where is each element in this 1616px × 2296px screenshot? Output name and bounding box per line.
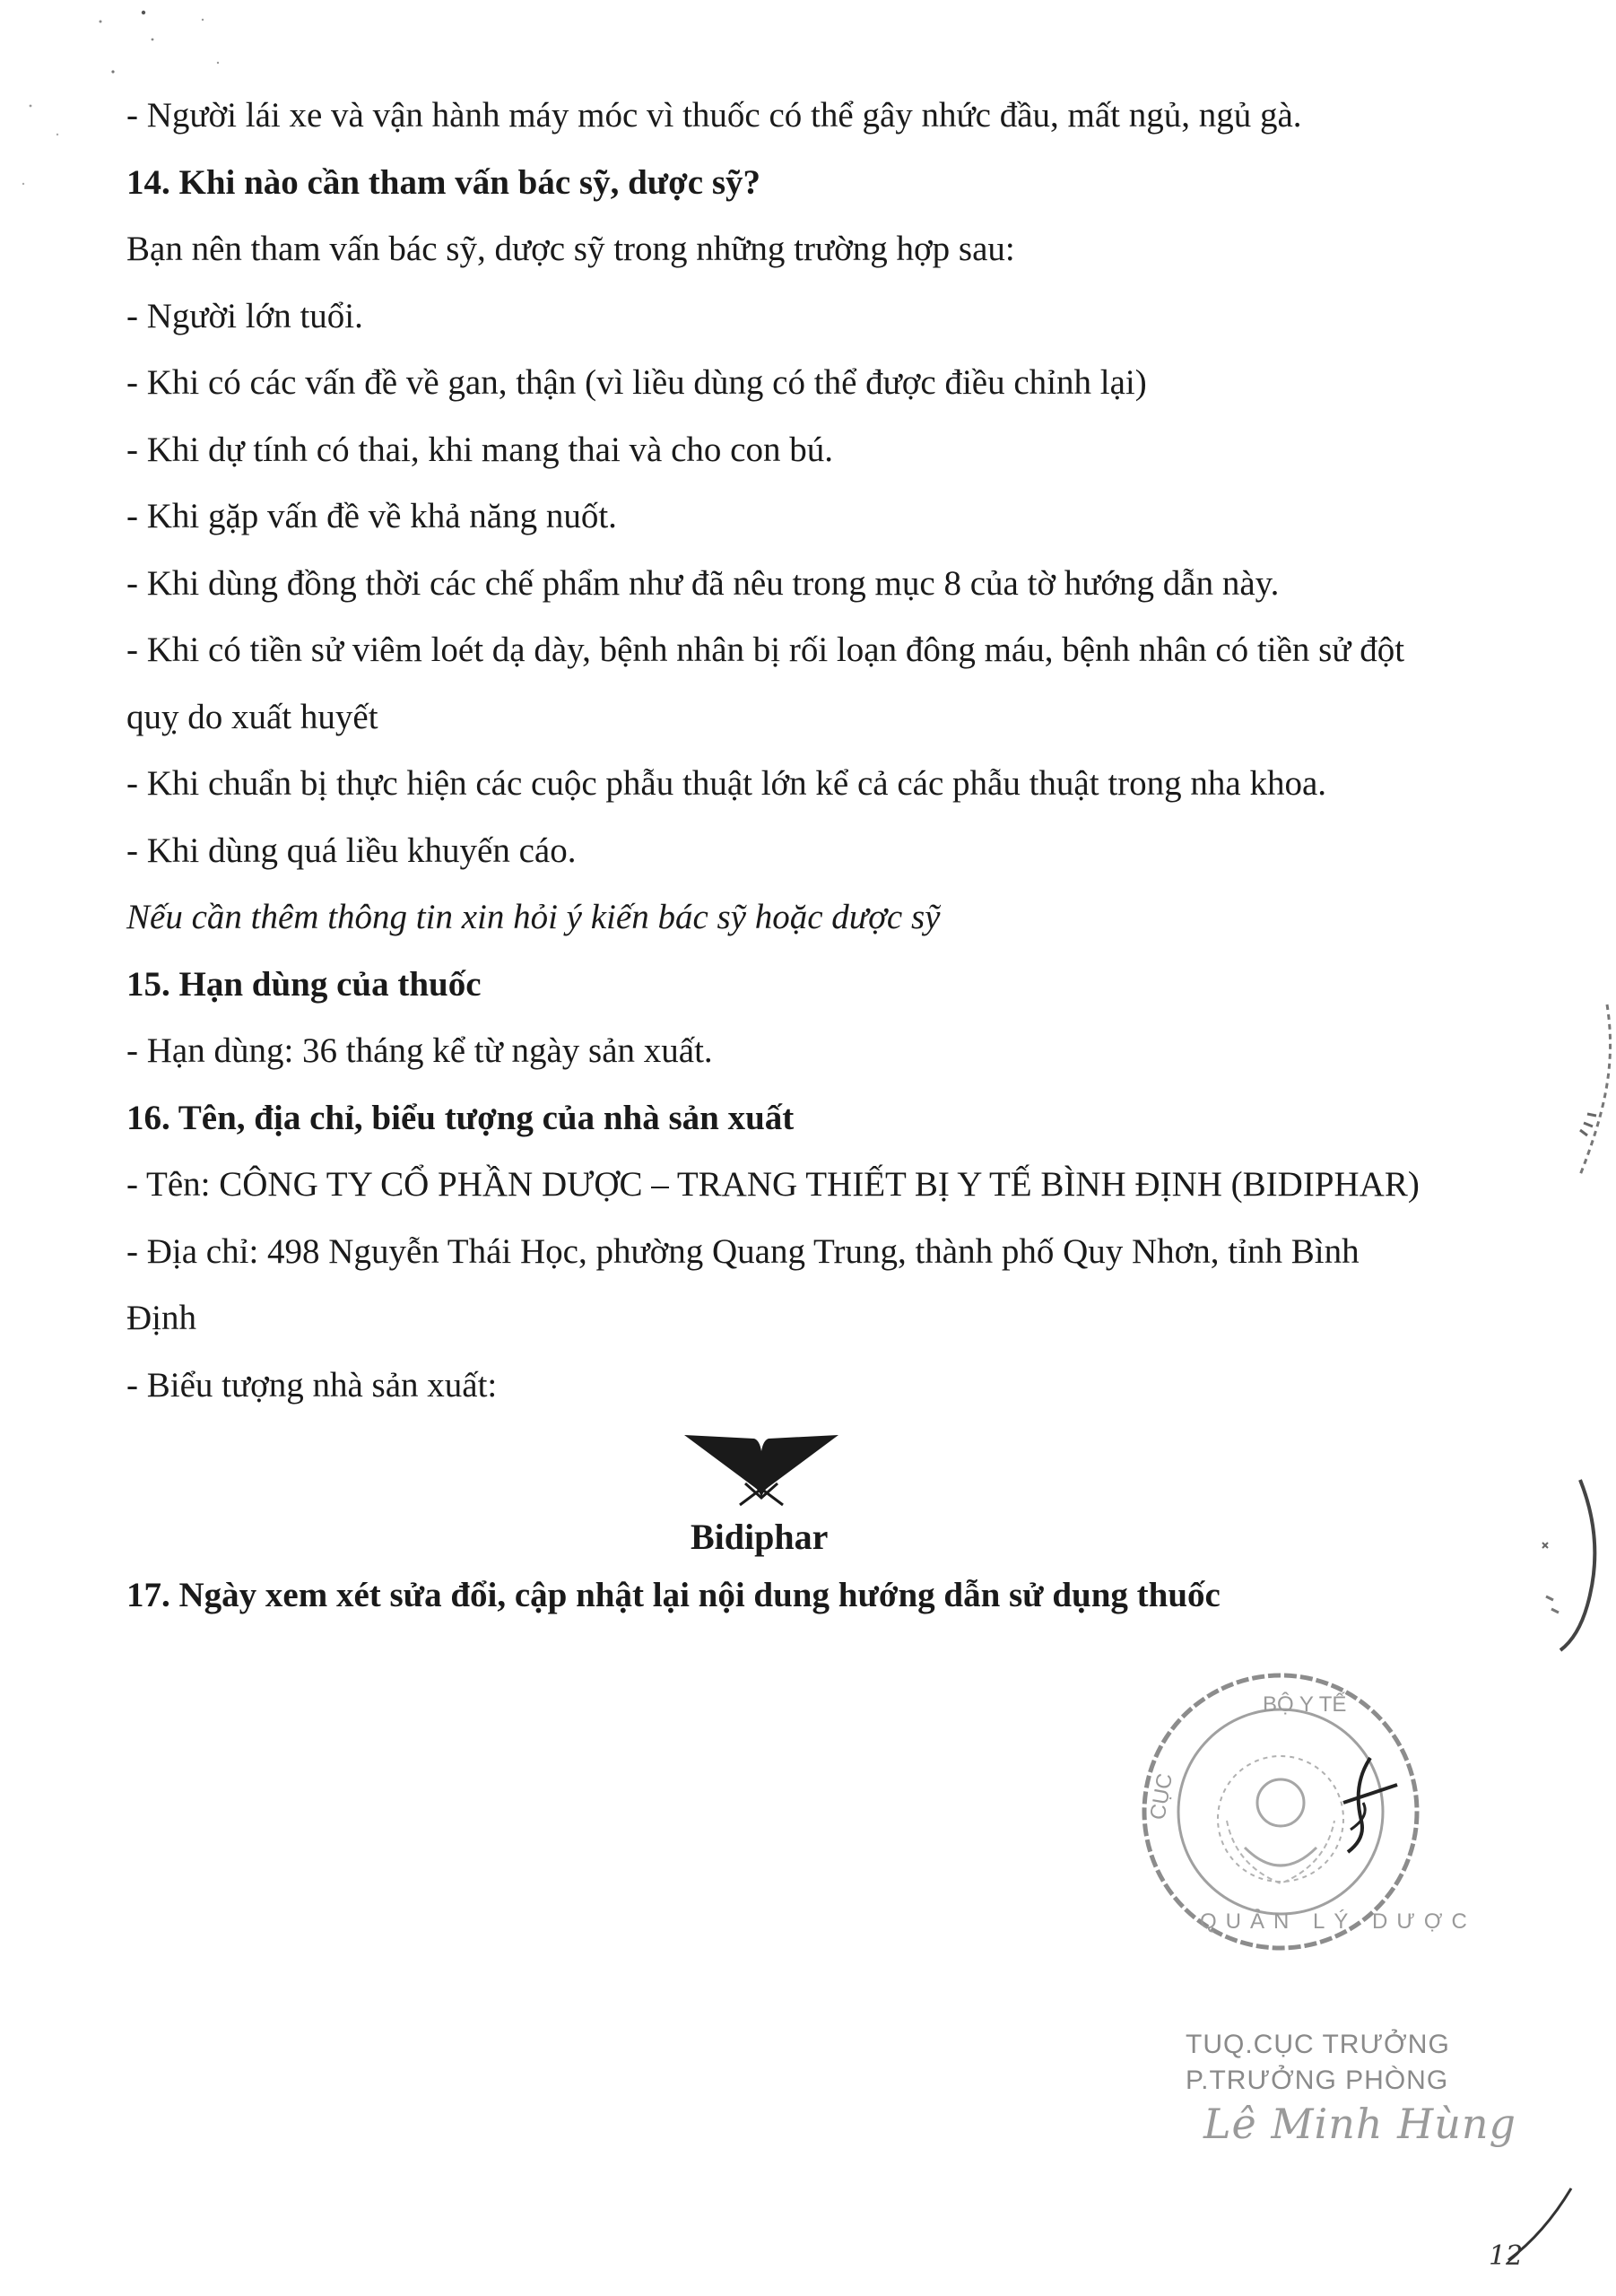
text-line: Định [126,1299,196,1337]
signature-title: TUQ.CỤC TRƯỞNG [1186,2030,1450,2059]
section-17-heading: 17. Ngày xem xét sửa đổi, cập nhật lại nội dung hướng dẫn sử dụng thuốc [126,1576,1221,1614]
section-15-heading: 15. Hạn dùng của thuốc [126,964,482,1004]
corner-initials-mark [1481,2170,1589,2278]
manufacturer-logo [126,1431,1525,1562]
seal-left-text: CỤC [1145,1771,1178,1822]
signature-subtitle: P.TRƯỞNG PHÒNG [1186,2066,1449,2095]
text-line: - Người lái xe và vận hành máy móc vì thuốc có thể gây nhức đầu, mất ngủ, ngủ gà. [126,96,1302,135]
manufacturer-name: - Tên: CÔNG TY CỔ PHẦN DƯỢC – TRANG THIẾT BỊ Y TẾ BÌNH ĐỊNH (BIDIPHAR) [126,1165,1420,1204]
signature-block [1186,2027,1516,2149]
signatory-name: Lê Minh Hùng [1203,2100,1516,2148]
text-line: - Hạn dùng: 36 tháng kể từ ngày sản xuất. [126,1031,713,1070]
seal-bottom-text: QUẢN LÝ DƯỢC [1200,1909,1476,1934]
text-line: - Khi gặp vấn đề về khả năng nuốt. [126,497,617,535]
text-line: Bạn nên tham vấn bác sỹ, dược sỹ trong những trường hợp sau: [126,230,1015,268]
text-line: - Khi có tiền sử viêm loét dạ dày, bệnh nhân bị rối loạn đông máu, bệnh nhân có tiền sử đột [126,631,1405,669]
manufacturer-address: - Địa chỉ: 498 Nguyễn Thái Học, phường Quang Trung, thành phố Quy Nhơn, tỉnh Bình [126,1231,1360,1271]
logo-text: Bidiphar [691,1517,829,1557]
text-line: quỵ do xuất huyết [126,697,378,736]
official-seal [1128,1659,1476,1964]
text-line: - Người lớn tuổi. [126,296,363,335]
section-16-heading: 16. Tên, địa chỉ, biểu tượng của nhà sản xuất [126,1098,795,1137]
bidiphar-logo-icon [682,1431,840,1509]
section-14-heading: 14. Khi nào cần tham vấn bác sỹ, dược sỹ? [126,162,761,202]
text-line: - Khi dùng đồng thời các chế phẩm như đã nêu trong mục 8 của tờ hướng dẫn này. [126,563,1280,603]
edge-stamp-mark [1525,1471,1614,1659]
advice-note: Nếu cần thêm thông tin xin hỏi ý kiến bác sỹ hoặc dược sỹ [126,898,941,936]
corner-page-number: 12 [1489,2240,1524,2272]
text-line: - Khi có các vấn đề về gan, thận (vì liều dùng có thể được điều chỉnh lại) [126,363,1147,402]
seal-top-text: BỘ Y TẾ [1263,1692,1347,1717]
text-line: - Khi dùng quá liều khuyến cáo. [126,831,577,870]
edge-stamp-mark [1571,996,1616,1202]
document-body [126,83,1525,1630]
text-line: - Khi chuẩn bị thực hiện các cuộc phẫu thuật lớn kể cả các phẫu thuật trong nha khoa. [126,764,1327,803]
text-line: - Biểu tượng nhà sản xuất: [126,1365,498,1405]
text-line: - Khi dự tính có thai, khi mang thai và cho con bú. [126,430,833,469]
